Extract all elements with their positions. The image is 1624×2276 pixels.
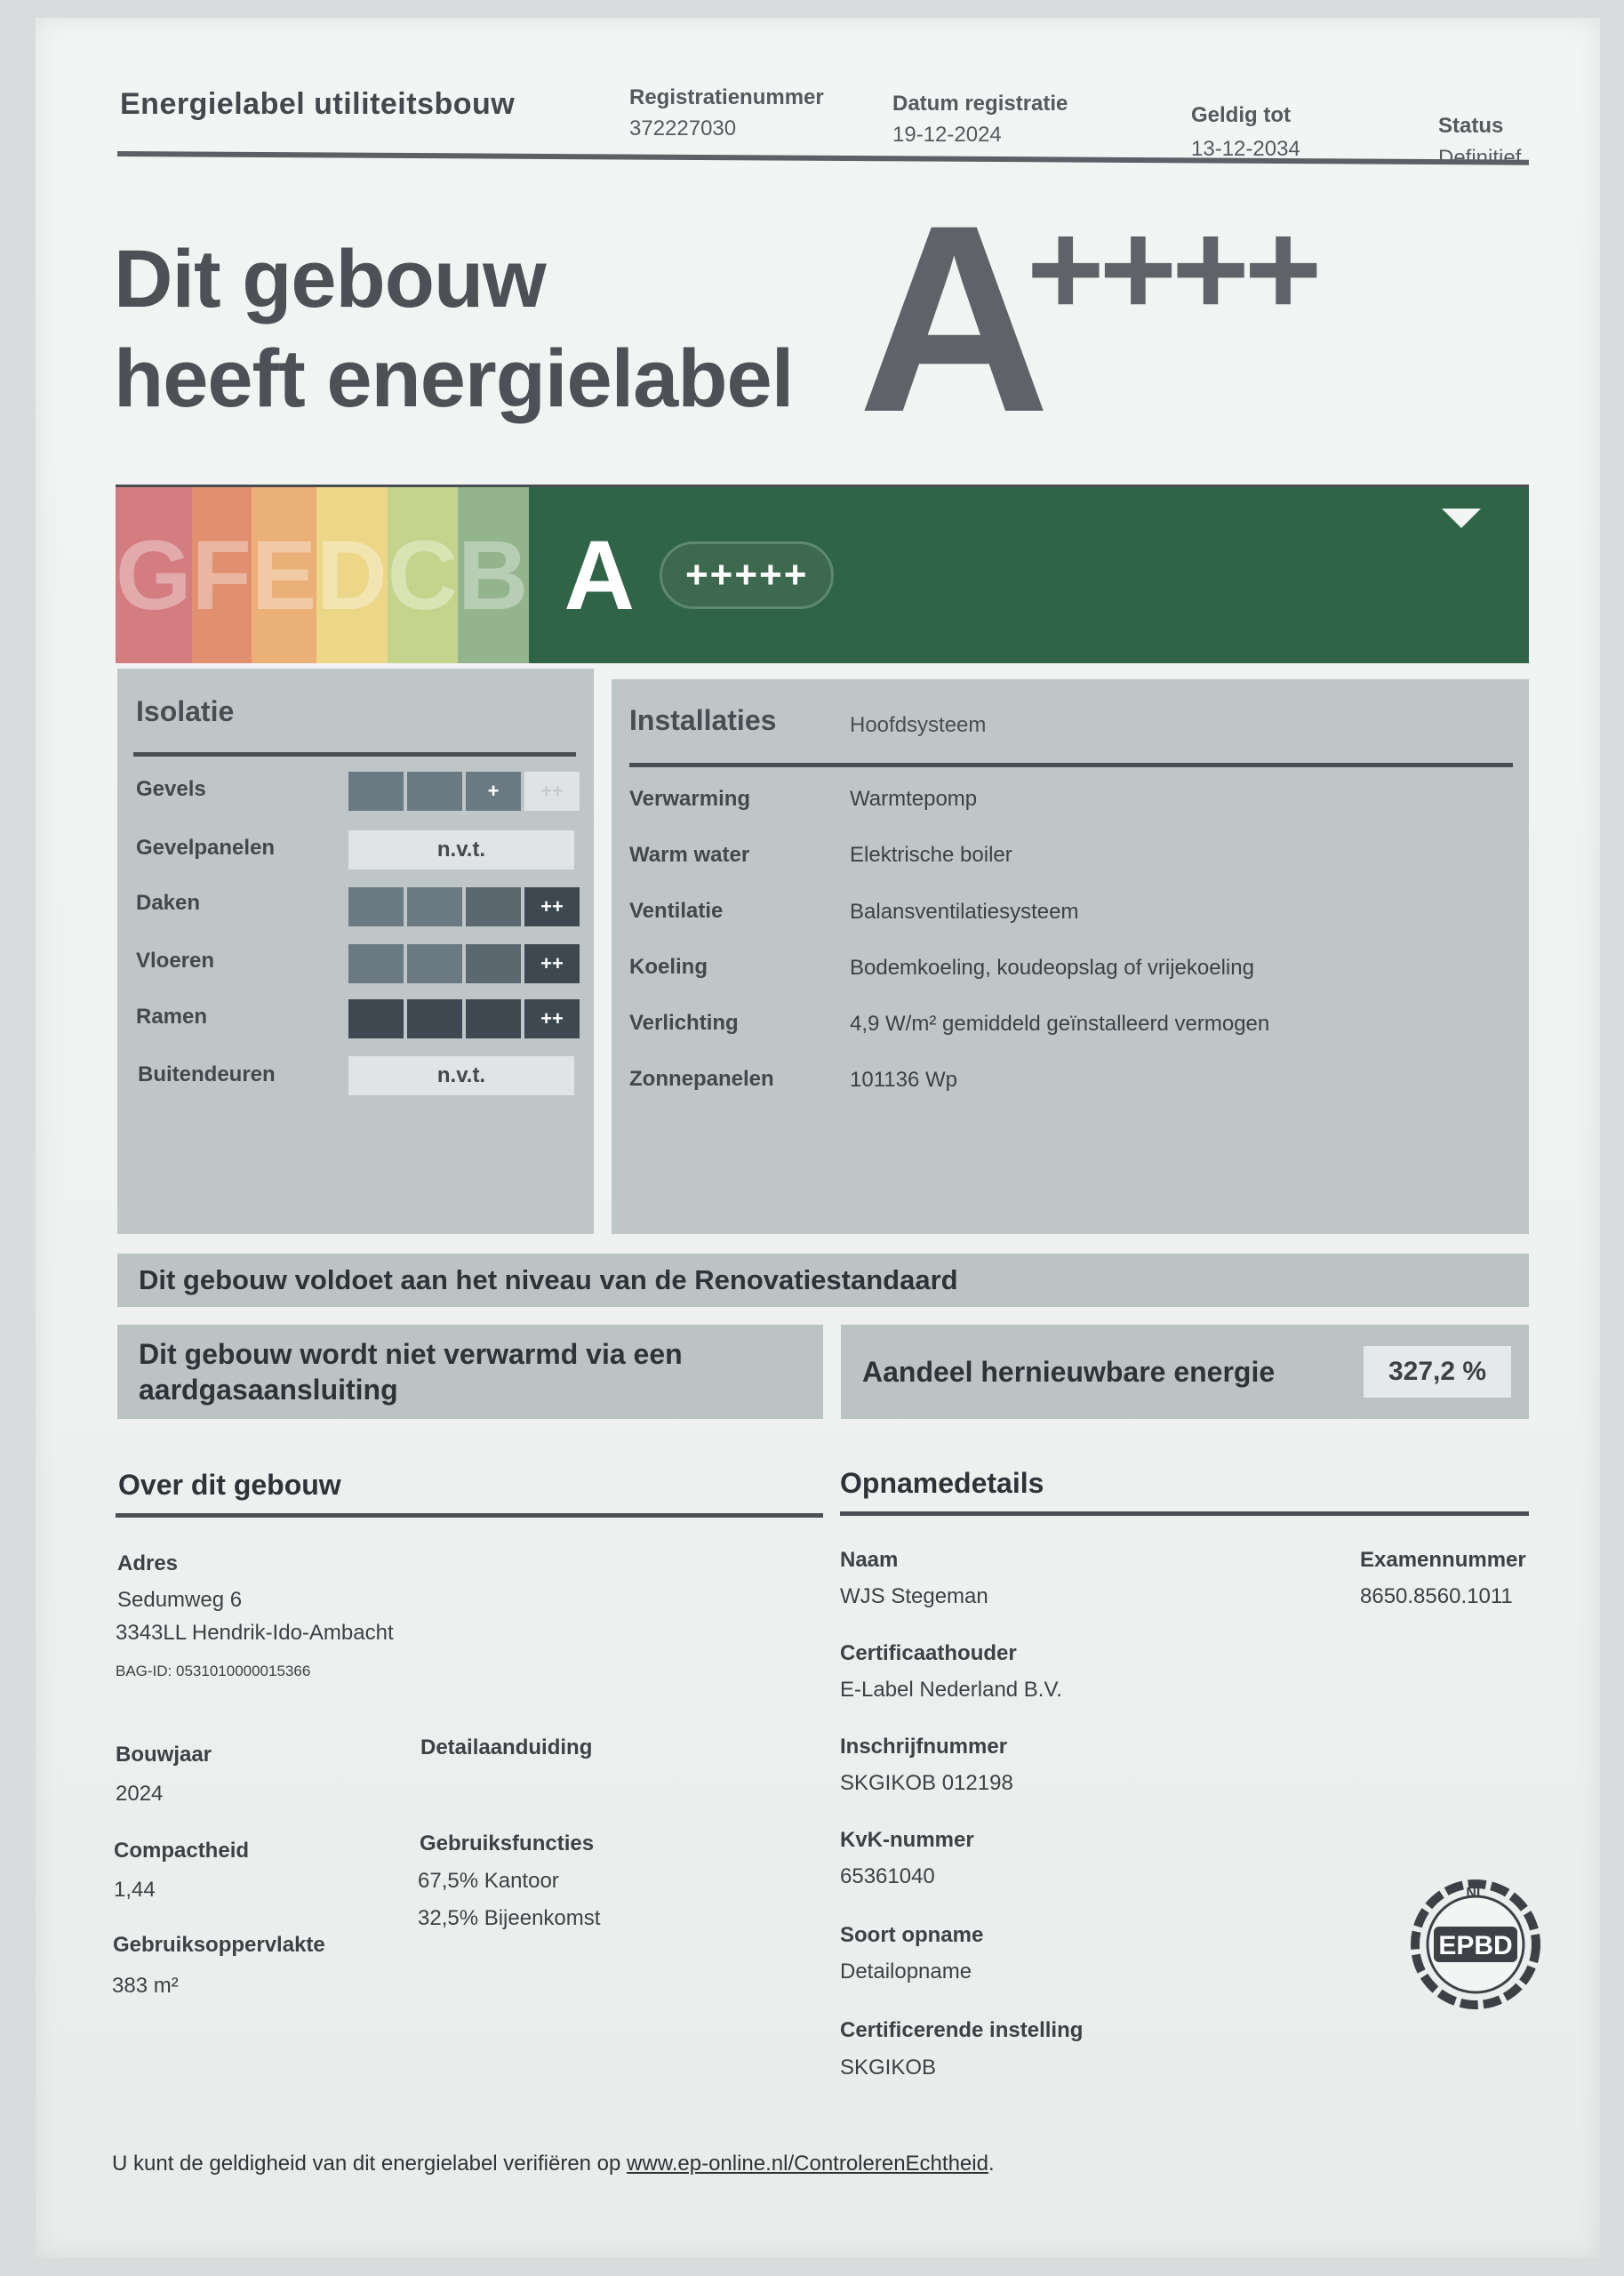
installaties-subtitle: Hoofdsysteem: [850, 713, 987, 737]
geldig-tot-label: Geldig tot: [1191, 103, 1291, 127]
scale-class-a-plus: +++++: [660, 541, 834, 609]
scale-class-g: G: [116, 487, 192, 663]
renovatiestandaard-banner: Dit gebouw voldoet aan het niveau van de Renovatiestandaard: [117, 1254, 1529, 1307]
installatie-label-zonnepanelen: Zonnepanelen: [629, 1067, 774, 1091]
isolatie-label-ramen: Ramen: [136, 1005, 208, 1029]
datum-registratie-value: 19-12-2024: [892, 123, 1002, 147]
examennummer-label: Examennummer: [1360, 1548, 1526, 1572]
installatie-label-ventilatie: Ventilatie: [629, 899, 724, 923]
status-value: Definitief: [1438, 146, 1522, 170]
gebruiksfunctie-kantoor: 67,5% Kantoor: [418, 1869, 559, 1893]
rating-bar-gevels: [348, 772, 580, 811]
rating-cell: [466, 887, 521, 926]
hernieuwbaar-value: 327,2 %: [1364, 1346, 1511, 1398]
rating-cell: [407, 887, 462, 926]
aardgas-line1: Dit gebouw wordt niet verwarmd via een: [139, 1338, 683, 1370]
kvk-label: KvK-nummer: [840, 1828, 974, 1852]
opnamedetails-rule: [840, 1511, 1529, 1516]
aardgas-line2: aardgasaansluiting: [139, 1374, 398, 1406]
soort-opname-label: Soort opname: [840, 1923, 984, 1947]
inschrijfnummer-label: Inschrijfnummer: [840, 1735, 1008, 1759]
buitendeuren-nvt: n.v.t.: [348, 1056, 574, 1095]
opnamedetails-title: Opnamedetails: [840, 1467, 1044, 1499]
isolatie-label-daken: Daken: [136, 891, 201, 915]
rating-cell-active: +: [466, 772, 521, 811]
installatie-label-warm-water: Warm water: [629, 843, 750, 867]
bouwjaar-label: Bouwjaar: [116, 1743, 212, 1767]
footer-verification: [112, 2152, 995, 2176]
rating-bar-daken: [348, 887, 580, 926]
installatie-value-warm-water: Elektrische boiler: [850, 843, 1012, 867]
isolatie-title: Isolatie: [136, 695, 235, 727]
adres-line1: Sedumweg 6: [117, 1588, 243, 1612]
hernieuwbaar-banner: [841, 1325, 1529, 1419]
rating-cell-empty: ++: [524, 772, 580, 811]
installatie-label-verwarming: Verwarming: [629, 787, 751, 811]
isolatie-label-gevels: Gevels: [136, 777, 206, 801]
isolatie-label-buitendeuren: Buitendeuren: [138, 1062, 276, 1086]
rating-cell: [466, 944, 521, 983]
scale-class-f: F: [192, 487, 252, 663]
scale-class-b: B: [458, 487, 528, 663]
certificaathouder-value: E-Label Nederland B.V.: [840, 1678, 1062, 1702]
energy-scale: [116, 487, 1529, 663]
status-label: Status: [1438, 114, 1504, 138]
scale-class-a-active: [529, 487, 1530, 663]
isolatie-label-gevelpanelen: Gevelpanelen: [136, 836, 276, 860]
compactheid-label: Compactheid: [114, 1839, 250, 1863]
detailaanduiding-label: Detailaanduiding: [420, 1735, 593, 1759]
epbd-logo-text: EPBD: [1438, 1931, 1513, 1960]
epbd-logo-icon: [1409, 1878, 1542, 2011]
scale-class-c: C: [388, 487, 458, 663]
rating-cell: [348, 944, 404, 983]
rating-cell: [348, 772, 404, 811]
installatie-value-ventilatie: Balansventilatiesysteem: [850, 900, 1079, 924]
over-gebouw-rule: [116, 1513, 823, 1518]
verification-link[interactable]: www.ep-online.nl/ControlerenEchtheid: [627, 2152, 988, 2176]
scale-indicator-arrow: [1442, 509, 1481, 528]
scale-class-a-letter: A: [564, 520, 635, 630]
gevelpanelen-nvt: n.v.t.: [348, 830, 574, 870]
aardgas-banner: [117, 1325, 823, 1419]
naam-value: WJS Stegeman: [840, 1584, 988, 1608]
inschrijfnummer-value: SKGIKOB 012198: [840, 1771, 1013, 1795]
bouwjaar-value: 2024: [116, 1782, 164, 1806]
footer-end: .: [988, 2152, 995, 2176]
examennummer-value: 8650.8560.1011: [1360, 1584, 1513, 1608]
over-gebouw-title: Over dit gebouw: [118, 1469, 341, 1501]
installatie-label-koeling: Koeling: [629, 955, 708, 979]
headline-line1: Dit gebouw: [114, 234, 546, 325]
datum-registratie-label: Datum registratie: [892, 92, 1068, 116]
footer-text: U kunt de geldigheid van dit energielabel verifiëren op: [112, 2152, 628, 2176]
epbd-logo-nl: NL: [1466, 1886, 1485, 1901]
adres-line2: 3343LL Hendrik-Ido-Ambacht: [116, 1621, 394, 1645]
gebruiksfunctie-bijeenkomst: 32,5% Bijeenkomst: [418, 1906, 601, 1930]
installaties-title: Installaties: [629, 704, 777, 736]
installatie-value-koeling: Bodemkoeling, koudeopslag of vrijekoeling: [850, 956, 1254, 980]
scale-class-e: E: [252, 487, 316, 663]
installatie-value-verlichting: 4,9 W/m² gemiddeld geïnstalleerd vermogen: [850, 1012, 1270, 1036]
headline-line2: heeft energielabel: [114, 333, 794, 424]
soort-opname-value: Detailopname: [840, 1959, 972, 1983]
installatie-label-verlichting: Verlichting: [629, 1011, 739, 1035]
rating-cell-active: ++: [524, 944, 580, 983]
compactheid-value: 1,44: [114, 1878, 156, 1902]
isolatie-rule: [133, 752, 576, 757]
rating-bar-ramen: [348, 999, 580, 1038]
registratienummer-value: 372227030: [629, 116, 737, 140]
installatie-value-verwarming: Warmtepomp: [850, 787, 978, 811]
rating-cell: [348, 887, 404, 926]
geldig-tot-value: 13-12-2034: [1191, 137, 1300, 161]
gebruiksoppervlakte-value: 383 m²: [112, 1974, 179, 1998]
scale-class-d: D: [316, 487, 387, 663]
registratienummer-label: Registratienummer: [629, 85, 824, 109]
gebruiksfuncties-label: Gebruiksfuncties: [420, 1831, 595, 1855]
bag-id: BAG-ID: 0531010000015366: [116, 1663, 311, 1679]
rating-cell: [407, 944, 462, 983]
certificerende-instelling-label: Certificerende instelling: [840, 2018, 1084, 2042]
rating-cell: [407, 999, 462, 1038]
hernieuwbaar-label: Aandeel hernieuwbare energie: [862, 1355, 1276, 1388]
adres-label: Adres: [117, 1551, 179, 1575]
certificerende-instelling-value: SKGIKOB: [840, 2056, 937, 2080]
label-plus-large: ++++: [1027, 194, 1317, 343]
rating-cell-active: ++: [524, 887, 580, 926]
rating-cell-active: ++: [524, 999, 580, 1038]
isolatie-label-vloeren: Vloeren: [136, 949, 215, 973]
installaties-rule: [629, 763, 1513, 767]
rating-cell: [407, 772, 462, 811]
naam-label: Naam: [840, 1548, 899, 1572]
headline: [114, 229, 793, 429]
gebruiksoppervlakte-label: Gebruiksoppervlakte: [113, 1933, 325, 1957]
rating-bar-vloeren: [348, 944, 580, 983]
rating-cell: [466, 999, 521, 1038]
kvk-value: 65361040: [840, 1864, 935, 1888]
document-title: Energielabel utiliteitsbouw: [120, 87, 516, 121]
installatie-value-zonnepanelen: 101136 Wp: [850, 1068, 957, 1092]
label-letter-large: A: [858, 169, 1051, 468]
rating-cell: [348, 999, 404, 1038]
certificaathouder-label: Certificaathouder: [840, 1641, 1017, 1665]
epbd-logo: [1409, 1878, 1542, 2011]
